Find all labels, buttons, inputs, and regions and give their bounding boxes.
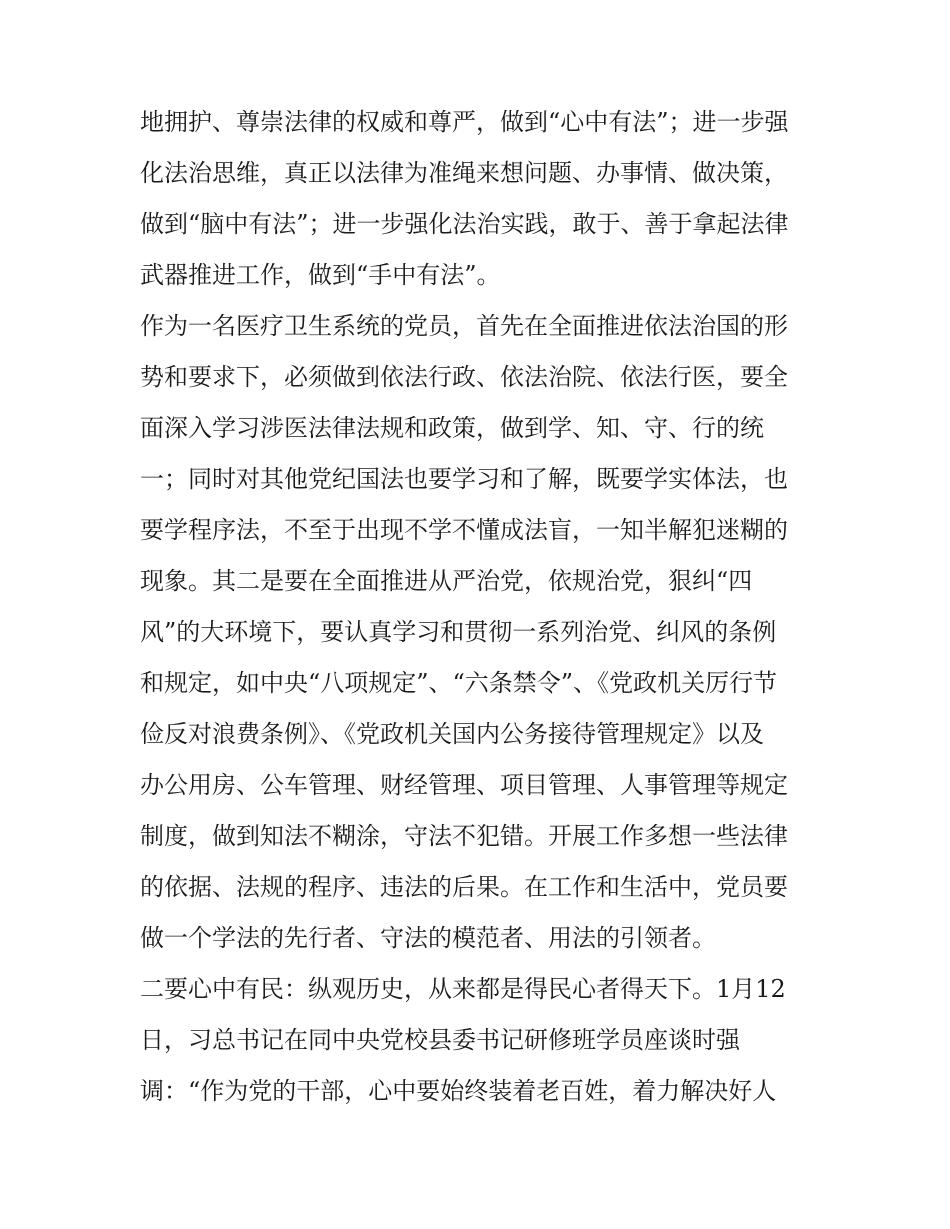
text-line-14: 办公用房、公车管理、财经管理、项目管理、人事管理等规定	[140, 771, 788, 799]
text-line-16: 的依据、法规的程序、违法的后果。在工作和生活中，党员要	[140, 873, 788, 901]
body-text	[140, 97, 820, 1117]
text-line-7: 面深入学习涉医法律法规和政策，做到学、知、守、行的统	[140, 414, 764, 442]
text-line-13: 俭反对浪费条例》、《党政机关国内公务接待管理规定》以及	[140, 720, 764, 748]
text-line-4: 武器推进工作，做到“手中有法”。	[140, 261, 501, 289]
text-line-3: 做到“脑中有法”；进一步强化法治实践，敢于、善于拿起法律	[140, 210, 789, 238]
text-line-2: 化法治思维，真正以法律为准绳来想问题、办事情、做决策，	[140, 159, 788, 187]
text-line-18: 二要心中有民：纵观历史，从来都是得民心者得天下。1月12	[140, 975, 786, 1003]
text-line-6: 势和要求下，必须做到依法行政、依法治院、依法行医，要全	[140, 363, 788, 391]
text-line-12: 和规定，如中央“八项规定”、“六条禁令”、《党政机关厉行节	[140, 669, 778, 697]
text-line-5: 作为一名医疗卫生系统的党员，首先在全面推进依法治国的形	[140, 312, 788, 340]
text-line-9: 要学程序法，不至于出现不学不懂成法盲，一知半解犯迷糊的	[140, 516, 788, 544]
text-line-20: 调：“作为党的干部，心中要始终装着老百姓，着力解决好人	[140, 1077, 777, 1105]
text-line-15: 制度，做到知法不糊涂，守法不犯错。开展工作多想一些法律	[140, 822, 788, 850]
text-line-1: 地拥护、尊崇法律的权威和尊严，做到“心中有法”；进一步强	[140, 108, 789, 136]
text-line-19: 日，习总书记在同中央党校县委书记研修班学员座谈时强	[140, 1026, 740, 1054]
text-line-17: 做一个学法的先行者、守法的模范者、用法的引领者。	[140, 924, 716, 952]
text-line-10: 现象。其二是要在全面推进从严治党，依规治党，狠纠“四	[140, 567, 753, 595]
text-line-8: 一；同时对其他党纪国法也要学习和了解，既要学实体法，也	[140, 465, 788, 493]
text-line-11: 风”的大环境下，要认真学习和贯彻一系列治党、纠风的条例	[140, 618, 777, 646]
